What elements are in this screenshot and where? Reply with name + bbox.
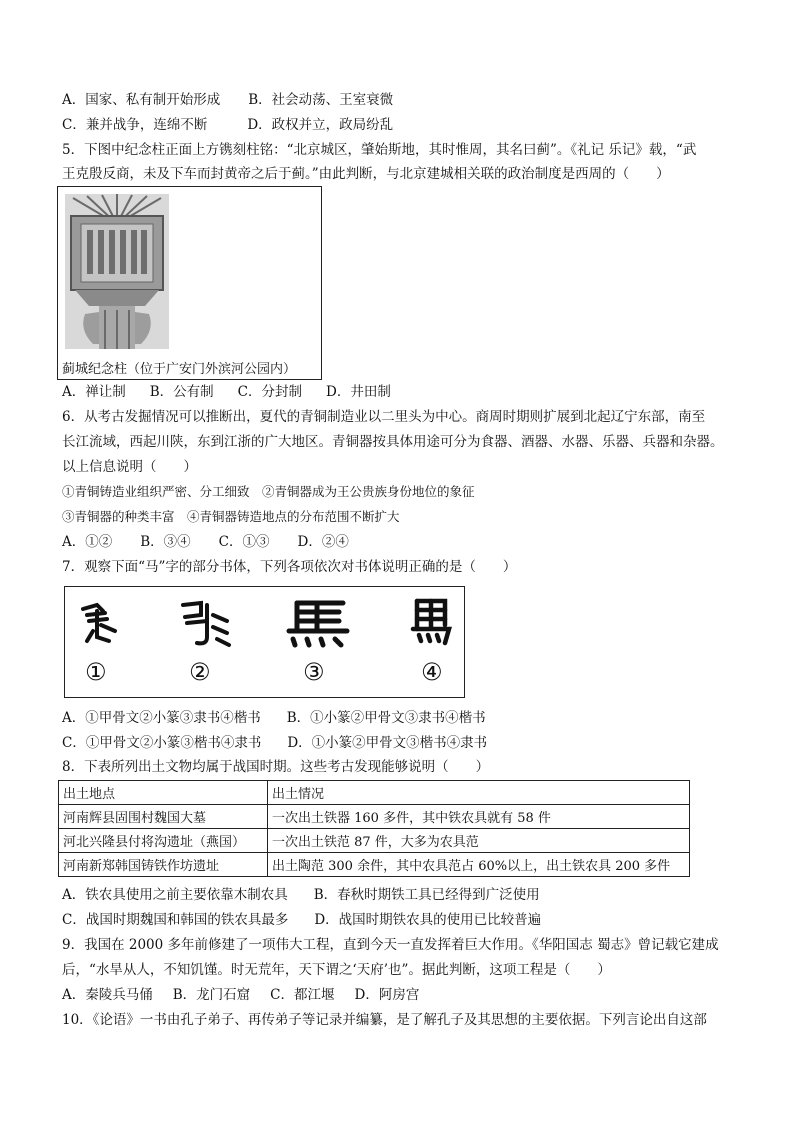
q9-option-b: B．龙门石窟 [172,987,251,1003]
q5-option-a: A．禅让制 [62,384,126,400]
q7-options-row-2 [62,734,487,752]
q5-option-c: C．分封制 [237,384,303,400]
q6-option-c: C．①③ [218,534,270,550]
q8-stem: 8．下表所列出土文物均属于战国时期。这些考古发现能够说明（ ） [62,759,490,775]
table-row [59,853,690,877]
small-seal-horse-glyph [177,597,233,649]
q5-option-d: D．井田制 [326,384,391,400]
q4-option-d: D．政权并立，政局纷乱 [247,117,394,133]
table-cell: 出土陶范 300 余件，其中农具范占 60%以上，出土铁农具 200 多件 [268,853,690,877]
q4-option-c: C．兼并战争，连绵不断 [62,117,208,133]
q8-options-row-2 [62,911,541,929]
q5-stem-line-1: 5．下图中纪念柱正面上方镌刻柱铭：“北京城区，肇始斯地，其时惟周，其名曰蓟”。《礼记 乐记》载，“武 [62,142,697,158]
q9-options [62,986,419,1004]
q4-option-a: A．国家、私有制开始形成 [62,92,221,108]
regular-script-horse-glyph [409,597,455,649]
table-header-findings: 出土情况 [268,781,690,805]
table-cell: 河南新郑韩国铸铁作坊遗址 [59,853,268,877]
q8-option-d: D．战国时期铁农具的使用已比较普遍 [314,912,542,928]
q8-option-b: B．春秋时期铁工具已经得到广泛使用 [313,887,540,903]
q5-option-b: B．公有制 [149,384,214,400]
q6-option-d: D．②④ [297,534,349,550]
q4-options-row-2 [62,116,393,134]
q7-options-row-1 [62,709,486,727]
glyph-number-1: ① [85,658,107,686]
table-cell: 河北兴隆县付将沟遗址（燕国） [59,829,268,853]
clerical-horse-glyph [283,597,353,649]
q6-statement-2: ③青铜器的种类丰富 ④青铜器铸造地点的分布范围不断扩大 [62,509,400,524]
q10-stem-line-1: 10．《论语》一书由孔子弟子、再传弟子等记录并编纂，是了解孔子及其思想的主要依据。下列言论出自这部 [62,1012,707,1028]
oracle-bone-horse-glyph [79,601,119,645]
q7-option-c: C．①甲骨文②小篆③楷书④隶书 [62,735,262,751]
q5-stem-line-2: 王克殷反商，未及下车而封黄帝之后于蓟。”由此判断，与北京建城相关联的政治制度是西周的（ ） [62,166,670,182]
table-header-row [59,781,690,805]
q7-option-d: D．①小篆②甲骨文③楷书④隶书 [287,735,488,751]
memorial-pillar-photo [65,194,169,349]
glyph-number-3: ③ [303,658,325,686]
q9-option-d: D．阿房宫 [354,987,420,1003]
q7-stem: 7．观察下面“马”字的部分书体，下列各项依次对书体说明正确的是（ ） [62,559,517,575]
q6-option-b: B．③④ [140,534,191,550]
q8-option-a: A．铁农具使用之前主要依靠木制农具 [62,887,288,903]
figure-caption: 蓟城纪念柱（位于广安门外滨河公园内） [62,362,297,377]
horse-script-figure [64,586,465,698]
table-cell: 一次出土铁器 160 多件，其中铁农具就有 58 件 [268,805,690,829]
q4-option-b: B．社会动荡、王室衰微 [248,92,394,108]
q9-option-a: A．秦陵兵马俑 [62,987,153,1003]
q6-options [62,533,349,551]
q9-stem-line-2: 后，“水旱从人，不知饥馑。时无荒年，天下谓之‘天府’也”。据此判断，这项工程是（ ） [62,962,611,978]
q6-statement-1: ①青铜铸造业组织严密、分工细致 ②青铜器成为王公贵族身份地位的象征 [62,484,475,499]
q4-options-row-1 [62,91,393,109]
table-cell: 一次出土铁范 87 件，大多为农具范 [268,829,690,853]
table-row [59,805,690,829]
q6-stem-line-1: 6．从考古发掘情况可以推断出，夏代的青铜制造业以二里头为中心。商周时期则扩展到北起辽宁东部，南至 [62,409,706,425]
glyph-number-4: ④ [421,658,443,686]
q9-option-c: C．都江堰 [270,987,335,1003]
q6-stem-line-2: 长江流域，西起川陕，东到江浙的广大地区。青铜器按具体用途可分为食器、酒器、水器、乐器、兵器和杂器。 [62,434,724,450]
q5-options [62,383,391,401]
q9-stem-line-1: 9．我国在 2000 多年前修建了一项伟大工程，直到今天一直发挥着巨大作用。《华阳国志 蜀志》曾记载它建成 [62,937,719,953]
glyph-number-2: ② [189,658,211,686]
q6-option-a: A．①② [62,534,113,550]
q8-option-c: C．战国时期魏国和韩国的铁农具最多 [62,912,289,928]
q7-option-a: A．①甲骨文②小篆③隶书④楷书 [62,710,261,726]
q8-options-row-1 [62,886,540,904]
table-row [59,829,690,853]
table-cell: 河南辉县固围村魏国大墓 [59,805,268,829]
memorial-pillar-figure [57,186,322,380]
q6-stem-line-3: 以上信息说明（ ） [62,459,197,475]
excavation-table [58,780,690,877]
q7-option-b: B．①小篆②甲骨文③隶书④楷书 [286,710,486,726]
table-header-location: 出土地点 [59,781,268,805]
